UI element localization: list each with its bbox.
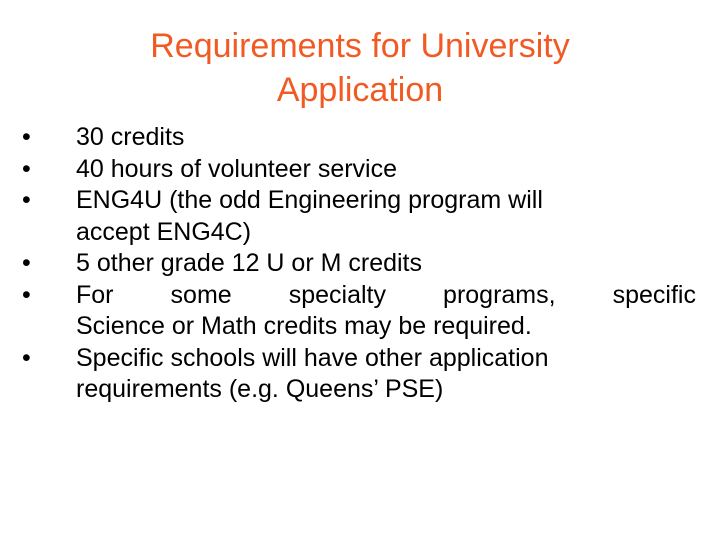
bullet-text-line-2: requirements (e.g. Queens’ PSE) <box>76 375 444 403</box>
bullet-icon: • <box>22 154 31 183</box>
bullet-text-line-1: Specific schools will have other application <box>76 343 549 372</box>
bullet-item-specialty <box>22 280 696 343</box>
bullet-item-grade12 <box>22 248 682 280</box>
slide-title <box>60 24 660 112</box>
bullet-icon: • <box>22 186 31 214</box>
bullet-item-eng4u <box>22 185 682 248</box>
bullet-text: 5 other grade 12 U or M credits <box>76 249 422 277</box>
bullet-icon: • <box>22 343 31 372</box>
bullet-item-schools <box>22 343 682 406</box>
slide-title-line-1: Requirements for University <box>150 27 570 65</box>
bullet-text: 40 hours of volunteer service <box>76 154 398 183</box>
bullet-text-line-1: For some specialty programs, specific <box>76 280 696 309</box>
bullet-icon: • <box>22 249 31 277</box>
bullet-list <box>22 122 696 406</box>
bullet-item-volunteer <box>22 154 682 186</box>
bullet-icon: • <box>22 123 31 151</box>
bullet-text-line-1: ENG4U (the odd Engineering program will <box>76 186 543 214</box>
bullet-icon: • <box>22 280 31 309</box>
bullet-text-line-2: accept ENG4C) <box>76 217 252 246</box>
bullet-item-credits <box>22 122 682 154</box>
bullet-text: 30 credits <box>76 123 185 151</box>
bullet-text-line-2: Science or Math credits may be required. <box>76 312 532 340</box>
slide-title-line-2: Application <box>276 71 444 109</box>
